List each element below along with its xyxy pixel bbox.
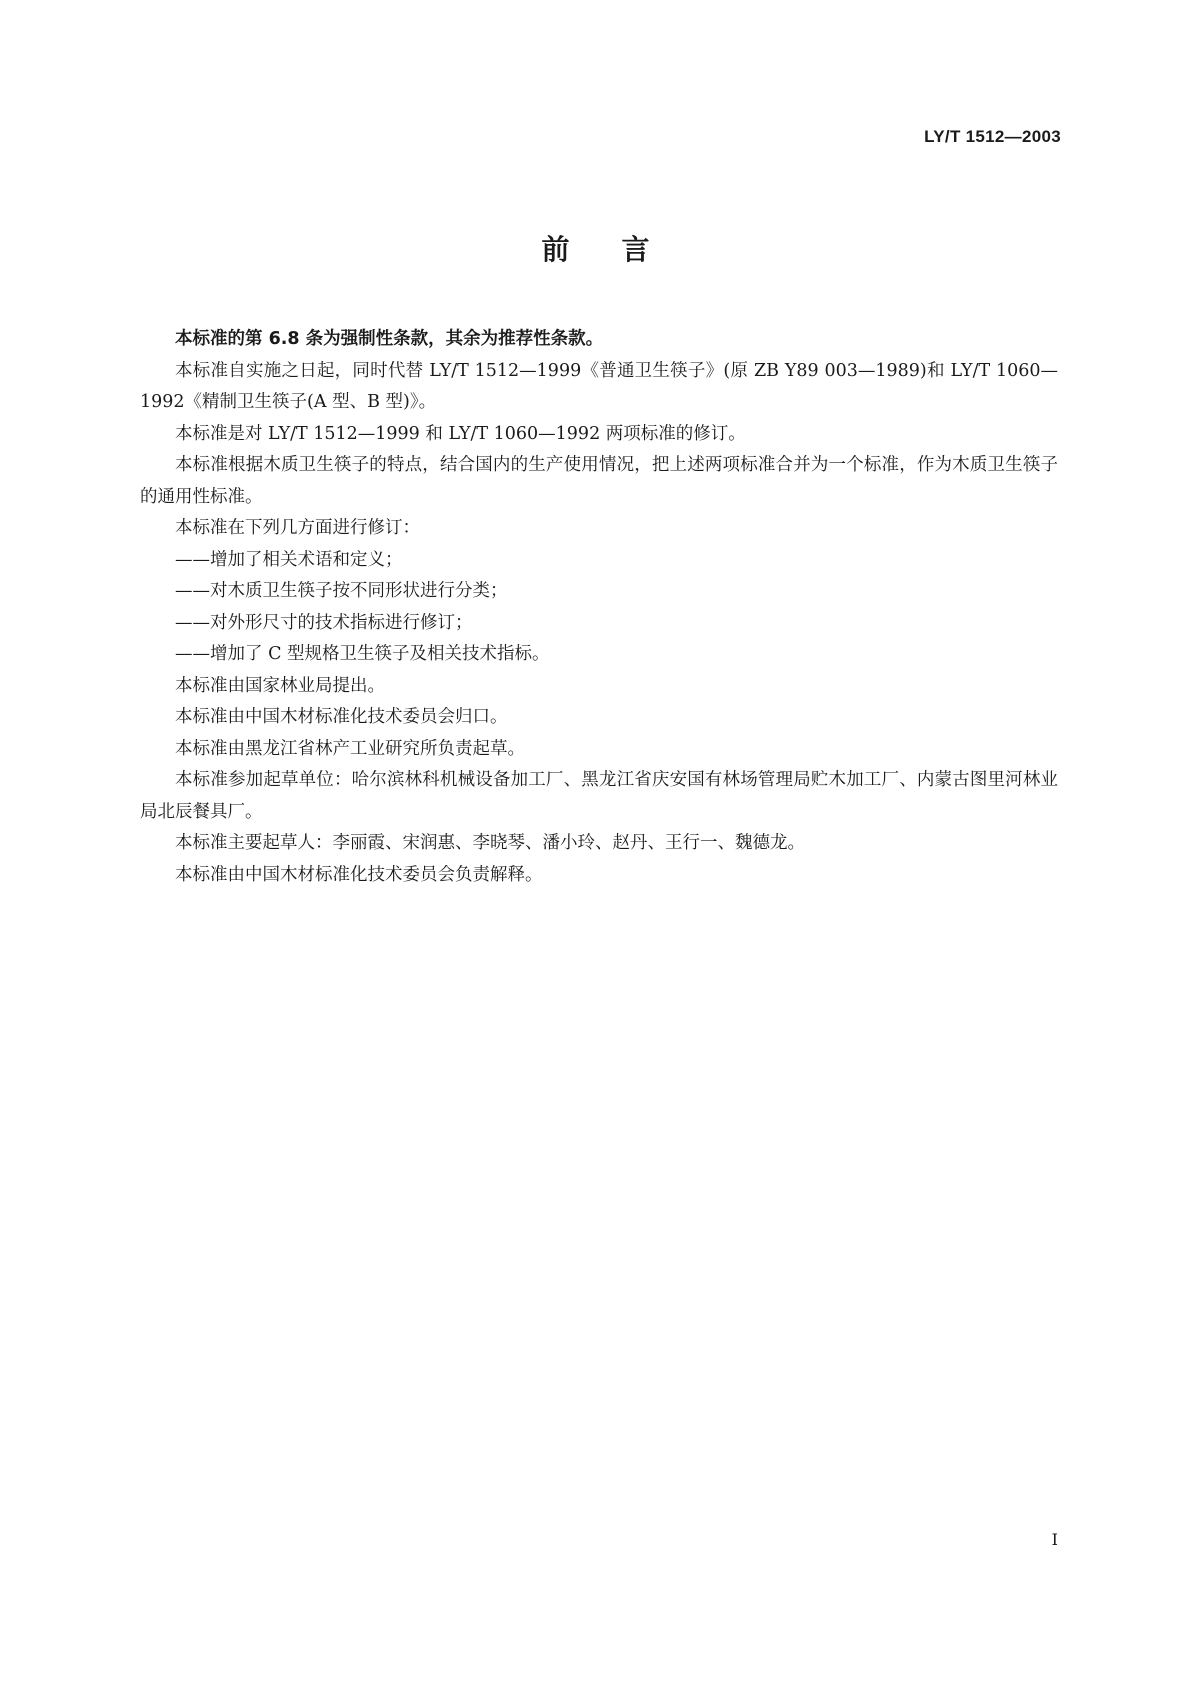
foreword-body — [140, 324, 1058, 891]
revision-item: ——增加了相关术语和定义； — [175, 549, 403, 570]
revision-intro: 本标准在下列几方面进行修订： — [175, 518, 420, 538]
proposer-statement: 本标准由国家林业局提出。 — [175, 675, 385, 696]
main-drafters: 本标准主要起草人：李丽霞、宋润惠、李晓琴、潘小玲、赵丹、王行一、魏德龙。 — [175, 833, 805, 853]
drafter-statement: 本标准由黑龙江省林产工业研究所负责起草。 — [175, 738, 525, 759]
interpretation-statement: 本标准由中国木材标准化技术委员会负责解释。 — [175, 864, 543, 885]
participating-units: 本标准参加起草单位：哈尔滨林科机械设备加工厂、黑龙江省庆安国有林场管理局贮木加工厂、内蒙古图里河林业局北辰餐具厂。 — [140, 770, 1058, 822]
centralized-statement: 本标准由中国木材标准化技术委员会归口。 — [175, 707, 508, 727]
merge-statement: 本标准根据木质卫生筷子的特点，结合国内的生产使用情况，把上述两项标准合并为一个标准，作为木质卫生筷子的通用性标准。 — [140, 455, 1058, 507]
revision-statement: 本标准是对 LY/T 1512—1999 和 LY/T 1060—1992 两项标准的修订。 — [175, 423, 746, 444]
revision-item: ——对木质卫生筷子按不同形状进行分类； — [175, 581, 508, 601]
revision-item: ——增加了 C 型规格卫生筷子及相关技术指标。 — [175, 644, 550, 664]
page-number: I — [1051, 1530, 1058, 1549]
replacement-statement: 本标准自实施之日起，同时代替 LY/T 1512—1999《普通卫生筷子》(原 ZB Y89 003—1989)和 LY/T 1060—1992《精制卫生筷子(A 型、B 型)》。 — [140, 360, 1058, 412]
mandatory-clause-statement: 本标准的第 6.8 条为强制性条款，其余为推荐性条款。 — [175, 329, 604, 349]
revision-item: ——对外形尺寸的技术指标进行修订； — [175, 612, 473, 633]
standard-code: LY/T 1512—2003 — [924, 127, 1061, 146]
page-title: 前言 — [541, 233, 702, 266]
